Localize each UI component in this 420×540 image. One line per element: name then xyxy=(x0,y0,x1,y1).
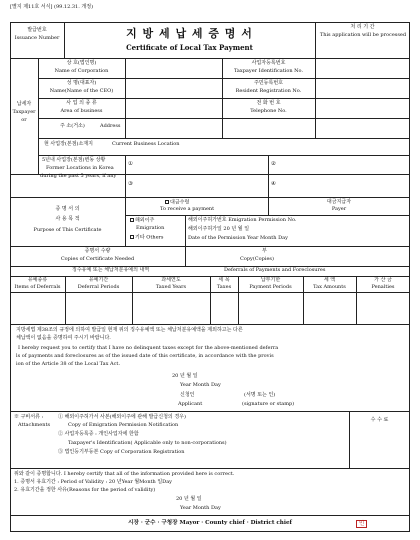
attachment-3-ko: ③ 법인등기부등본 Copy of Corporation Registration xyxy=(58,449,185,455)
th-period-en: Deferral Periods xyxy=(77,284,120,290)
business-type-en: Area of business xyxy=(60,108,103,114)
applicant-ko: 신청인 xyxy=(180,392,195,398)
name-ceo-ko: 성 명(대표자) xyxy=(66,80,97,86)
perm-date: 해외이주허가일 20 년 월 일 xyxy=(188,226,250,232)
copies-ko: 증명서 수량 xyxy=(84,248,111,254)
former-en-1: Former Locations in Korea xyxy=(46,165,114,171)
deferral-header-ko: 징수유예 또는 체납처분유예의 내역 xyxy=(72,267,150,273)
phone-en: Telephone No. xyxy=(250,108,287,114)
request-ko-2: 체납액이 없음을 증명하여 주시기 바랍니다. xyxy=(16,335,111,341)
current-location-ko: 현 사업장(본점)소재지 xyxy=(44,141,93,147)
applicant-sign: (서명 또는 인) xyxy=(244,392,276,398)
name-corp-en: Name of Corporation xyxy=(54,68,109,74)
th-amount-en: Tax Amounts xyxy=(313,284,346,290)
page-title: 지 방 세 납 세 증 명 서 xyxy=(126,27,253,40)
copies-en: Copies of Certificate Needed xyxy=(60,256,135,262)
resident-reg-ko: 주민등록번호 xyxy=(254,80,283,86)
attachment-1-en: Copy of Emigration Permission Notification xyxy=(68,422,179,428)
applicant-en: Applicant xyxy=(178,401,203,407)
processing-period-en: This application will be processed xyxy=(319,32,407,38)
phone-ko: 전 화 번 호 xyxy=(256,100,281,106)
emigration-checkbox[interactable] xyxy=(130,218,134,222)
attachments-label-en: Attachments xyxy=(18,422,51,428)
copies-right-en: Copy(Copies) xyxy=(240,256,274,262)
former-en-2: during the past 5 years, if any xyxy=(40,173,117,179)
business-reg-ko: 사업자등록번호 xyxy=(251,60,286,66)
form-tag: [별지 제11호 서식] (99.12.31. 개정) xyxy=(10,4,94,10)
attachment-2-ko: ② 사업자등록증 : 개인사업자에 한함 xyxy=(58,431,139,437)
request-date: 20 년 월 일 xyxy=(172,373,198,379)
name-corp-ko: 상 호(법인명) xyxy=(66,60,97,66)
th-deferral-en: Items of Deferrals xyxy=(14,284,61,290)
payment-ko: 대금수령 xyxy=(170,199,190,206)
purpose-en: Purpose of This Certificate xyxy=(33,227,102,233)
th-taxes-ko: 세 목 xyxy=(218,277,230,283)
perm-date-en: Date of the Permission Year Month Day xyxy=(188,235,288,241)
certify-line-1: 위와 같이 증명합니다. I hereby certify that all of the information provided here is correct. xyxy=(14,471,235,477)
certify-line-3: 2. 유효기간을 정한 사유(Reasons for the period of validity) xyxy=(14,487,156,493)
attachments-label-ko: ※ 구비서류 : xyxy=(14,414,44,420)
th-penalty-ko: 가 산 금 xyxy=(374,277,392,283)
purpose-ko-2: 사 용 목 적 xyxy=(55,216,80,222)
circle-4: ④ xyxy=(271,181,277,187)
current-location-en: Current Business Location xyxy=(112,141,180,147)
payment-en: To receive a payment xyxy=(160,206,215,212)
fee-label: 수 수 료 xyxy=(370,417,389,423)
page-subtitle: Certificate of Local Tax Payment xyxy=(126,43,253,52)
other-checkbox[interactable] xyxy=(130,235,134,239)
other-option[interactable] xyxy=(130,235,164,241)
taxpayer-label-or: or xyxy=(21,117,27,123)
th-amount-ko: 세 액 xyxy=(323,277,336,283)
name-ceo-en: Name(Name of the CEO) xyxy=(49,88,114,94)
copies-right-ko: 부 xyxy=(262,248,267,254)
certify-date-en: Year Month Day xyxy=(180,505,221,511)
attachment-1-ko: ① 해외이주허가서 사본(해외이주에 관해 발급신청의 경우) xyxy=(58,414,186,420)
th-taxed-ko: 과세연도 xyxy=(161,277,181,283)
perm-no: 해외이주허가번호 Emigration Permission No. xyxy=(188,217,297,223)
circle-2: ② xyxy=(271,161,277,167)
circle-3: ③ xyxy=(128,181,134,187)
official-seal: 인 xyxy=(356,520,367,528)
business-reg-en: Taxpayer Identification No. xyxy=(233,68,304,74)
request-ko-1: 지방세법 제38조의 규정에 의하여 발급일 현재 위의 징수유예액 또는 체납처분유예액을 제외하고는 다른 xyxy=(16,327,243,333)
issuance-number-ko: 발급번호 xyxy=(27,27,47,33)
address-en: Address xyxy=(100,123,121,129)
attachment-2-en: Taxpayer's Identification( Applicable only to non-corporations) xyxy=(68,440,227,446)
th-payment-en: Payment Periods xyxy=(249,284,292,290)
footer-authority: 시장 · 군수 · 구청장 Mayor · County chief · District chief xyxy=(128,520,292,526)
payer-ko: 대금지급자 xyxy=(326,199,352,205)
payer-en: Payer xyxy=(331,206,347,212)
issuance-number-en: Issuance Number xyxy=(14,35,60,41)
business-type-ko: 사 업 의 종 류 xyxy=(66,100,97,106)
former-ko: 5년내 사업장(본점)변동 상황 xyxy=(42,157,106,163)
payment-checkbox[interactable] xyxy=(165,200,169,204)
resident-reg-en: Resident Registration No. xyxy=(235,88,302,94)
deferral-header-en: Deferrals of Payments and Foreclosures xyxy=(224,267,326,273)
th-period-ko: 유예기간 xyxy=(88,277,109,283)
taxpayer-label-en: Taxpayer xyxy=(12,109,36,115)
request-en-2: ls of payments and foreclosures as of the issued date of this certificate, in accordance with the provis xyxy=(16,353,274,359)
certify-date: 20 년 월 일 xyxy=(176,496,202,502)
th-taxed-en: Taxed Years xyxy=(155,284,187,290)
circle-1: ① xyxy=(128,161,134,167)
emigration-option[interactable] xyxy=(130,218,154,224)
purpose-ko-1: 증 명 서 의 xyxy=(55,206,80,212)
th-penalty-en: Penalties xyxy=(371,284,395,290)
emigration-ko: 해외이주 xyxy=(135,217,155,224)
th-deferral-ko: 유예종류 xyxy=(27,277,48,283)
request-en-1: I hereby request you to certify that I have no delinquent taxes except for the above-mentioned deferra xyxy=(18,345,279,351)
certify-line-2: 1. 증명서 유효기간 : Period of Validity : 20 년Year 월Month 일Day xyxy=(14,479,173,485)
emigration-en: Emigration xyxy=(136,225,165,231)
other-ko: 기타 Others xyxy=(135,234,164,241)
request-date-en: Year Month Day xyxy=(180,382,221,388)
th-taxes-en: Taxes xyxy=(216,284,232,290)
address-ko: 주 소(거소) xyxy=(60,123,85,129)
request-en-3: ion of the Article 38 of the Local Tax Act. xyxy=(16,361,121,367)
applicant-sign-en: (signature or stamp) xyxy=(242,401,295,407)
th-payment-ko: 납부기한 xyxy=(260,277,281,283)
processing-period-ko: 처 리 기 간 xyxy=(350,24,375,30)
taxpayer-label-ko: 납세자 xyxy=(16,101,32,107)
